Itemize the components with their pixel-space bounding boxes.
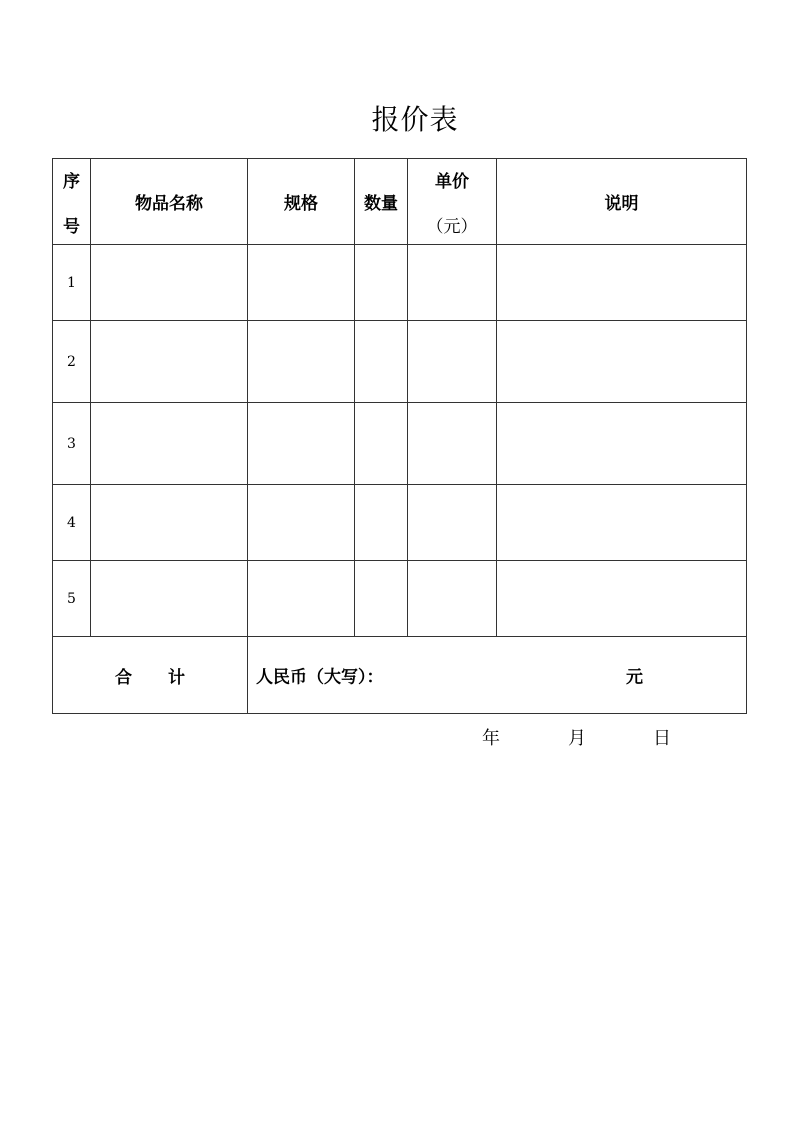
total-label: 合 计 [53, 637, 248, 714]
month-label: 月 [568, 728, 586, 749]
yuan-label: 元 [626, 667, 643, 688]
note-cell[interactable] [497, 485, 747, 561]
qty-cell[interactable] [355, 485, 408, 561]
header-row [53, 159, 747, 245]
row-number: 4 [53, 485, 91, 561]
header-qty: 数量 [355, 159, 408, 245]
item-name-cell[interactable] [91, 403, 248, 485]
price-cell[interactable] [408, 321, 497, 403]
spec-cell[interactable] [248, 485, 355, 561]
header-price [408, 159, 497, 245]
header-price-line1: 单价 [435, 171, 469, 192]
header-no [53, 159, 91, 245]
table-row [53, 245, 747, 321]
header-no-line2: 号 [63, 216, 80, 237]
quote-table [52, 158, 747, 714]
total-amount-cell[interactable] [248, 637, 747, 714]
row-number: 1 [53, 245, 91, 321]
item-name-cell[interactable] [91, 561, 248, 637]
table-row [53, 321, 747, 403]
table-row [53, 485, 747, 561]
rmb-uppercase-label: 人民币（大写）： [256, 667, 384, 688]
row-number: 3 [53, 403, 91, 485]
year-label: 年 [482, 728, 500, 749]
header-note: 说明 [497, 159, 747, 245]
price-cell[interactable] [408, 245, 497, 321]
total-row [53, 637, 747, 714]
price-cell[interactable] [408, 561, 497, 637]
header-price-line2: （元） [426, 216, 478, 237]
row-number: 5 [53, 561, 91, 637]
spec-cell[interactable] [248, 561, 355, 637]
qty-cell[interactable] [355, 561, 408, 637]
header-no-line1: 序 [63, 171, 80, 192]
table-row [53, 561, 747, 637]
qty-cell[interactable] [355, 245, 408, 321]
page-title: 报价表 [371, 103, 459, 136]
header-spec: 规格 [248, 159, 355, 245]
price-cell[interactable] [408, 403, 497, 485]
item-name-cell[interactable] [91, 245, 248, 321]
spec-cell[interactable] [248, 403, 355, 485]
item-name-cell[interactable] [91, 321, 248, 403]
note-cell[interactable] [497, 245, 747, 321]
spec-cell[interactable] [248, 321, 355, 403]
row-number: 2 [53, 321, 91, 403]
note-cell[interactable] [497, 561, 747, 637]
spec-cell[interactable] [248, 245, 355, 321]
note-cell[interactable] [497, 403, 747, 485]
table-row [53, 403, 747, 485]
note-cell[interactable] [497, 321, 747, 403]
qty-cell[interactable] [355, 321, 408, 403]
item-name-cell[interactable] [91, 485, 248, 561]
price-cell[interactable] [408, 485, 497, 561]
qty-cell[interactable] [355, 403, 408, 485]
header-name: 物品名称 [91, 159, 248, 245]
day-label: 日 [653, 728, 671, 749]
